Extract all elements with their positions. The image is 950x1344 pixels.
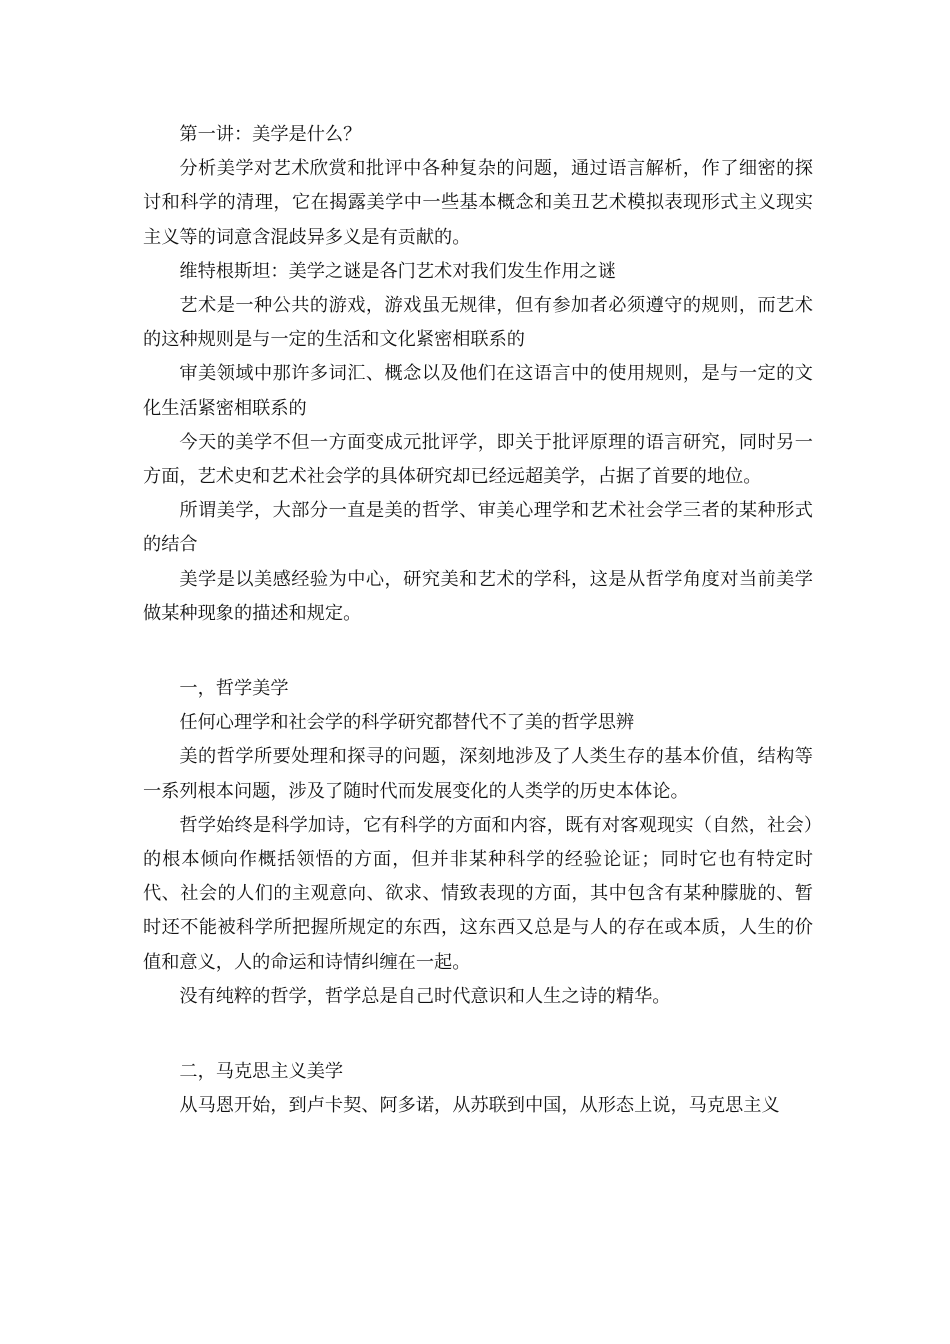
- section-heading-philosophical-aesthetics: 一，哲学美学: [179, 678, 289, 700]
- paragraph: 从马恩开始，到卢卡契、阿多诺，从苏联到中国，从形态上说，马克思主义: [179, 1095, 780, 1117]
- paragraph: 哲学始终是科学加诗，它有科学的方面和内容，既有对客观现实（自然，社会）的根本倾向作概括领悟的方面，但并非某种科学的经验论证；同时它也有特定时代、社会的人们的主观意向、欲求、情致表现的方面，其中包含有某种朦胧的、暂时还不能被科学所把握所规定的东西，这东西又总是与人的存在或本质，人生的价值和意义，人的命运和诗情纠缠在一起。: [143, 814, 813, 973]
- section-spacer: [143, 631, 813, 672]
- paragraph: 艺术是一种公共的游戏，游戏虽无规律，但有参加者必须遵守的规则，而艺术的这种规则是与一定的生活和文化紧密相联系的: [143, 295, 813, 351]
- paragraph: 今天的美学不但一方面变成元批评学，即关于批评原理的语言研究，同时另一方面，艺术史和艺术社会学的具体研究却已经远超美学，占据了首要的地位。: [143, 431, 813, 488]
- paragraph: 美学是以美感经验为中心，研究美和艺术的学科，这是从哲学角度对当前美学做某种现象的描述和规定。: [143, 568, 813, 624]
- lecture-title: 第一讲：美学是什么？: [179, 124, 362, 145]
- section-spacer: [143, 1014, 813, 1055]
- paragraph: 所谓美学，大部分一直是美的哲学、审美心理学和艺术社会学三者的某种形式的结合: [143, 500, 813, 556]
- document-body: [143, 118, 813, 1123]
- paragraph: 审美领域中那许多词汇、概念以及他们在这语言中的使用规则，是与一定的文化生活紧密相联系的: [143, 363, 813, 419]
- paragraph: 没有纯粹的哲学，哲学总是自己时代意识和人生之诗的精华。: [179, 985, 671, 1007]
- paragraph: 维特根斯坦：美学之谜是各门艺术对我们发生作用之谜: [179, 260, 616, 282]
- paragraph: 分析美学对艺术欣赏和批评中各种复杂的问题，通过语言解析，作了细密的探讨和科学的清理，它在揭露美学中一些基本概念和美丑艺术模拟表现形式主义现实主义等的词意含混歧异多义是有贡献的。: [143, 158, 813, 248]
- paragraph: 美的哲学所要处理和探寻的问题，深刻地涉及了人类生存的基本价值，结构等一系列根本问题，涉及了随时代而发展变化的人类学的历史本体论。: [143, 746, 813, 802]
- paragraph: 任何心理学和社会学的科学研究都替代不了美的哲学思辨: [179, 712, 635, 734]
- section-heading-marxist-aesthetics: 二，马克思主义美学: [179, 1061, 344, 1083]
